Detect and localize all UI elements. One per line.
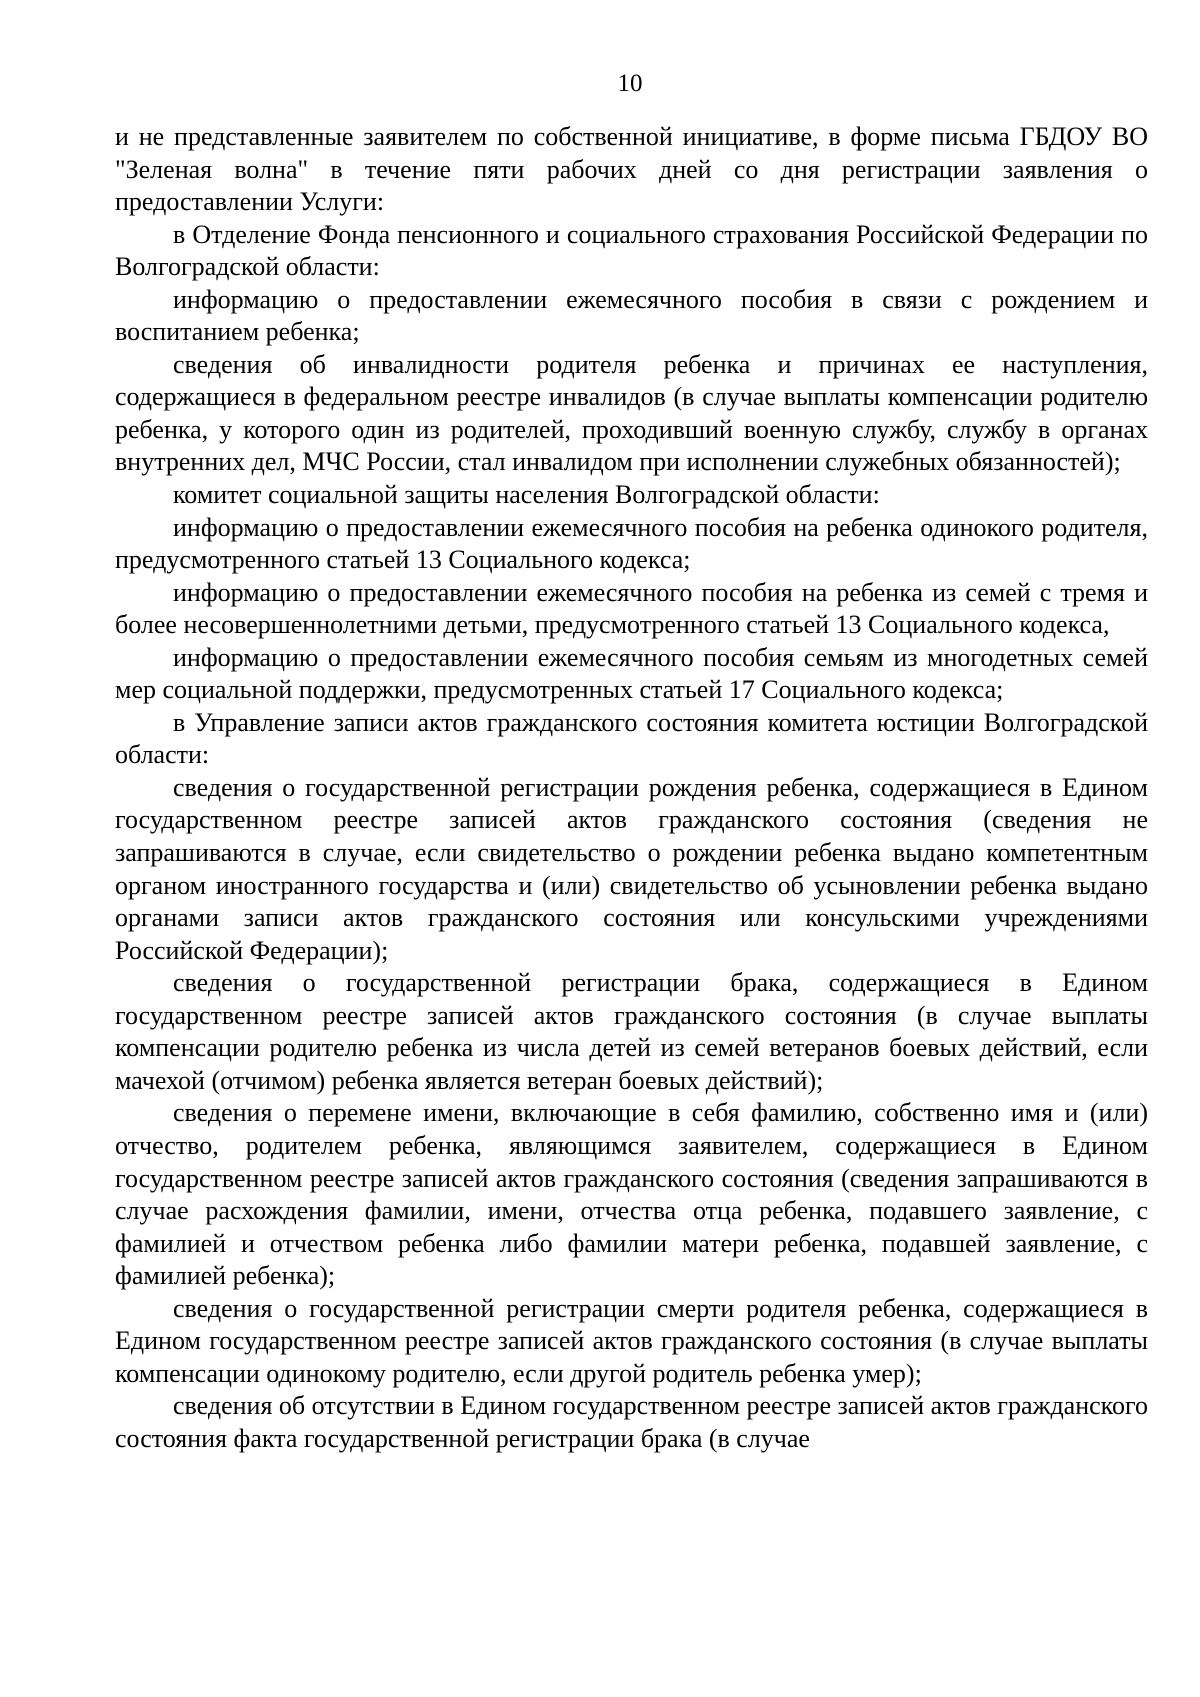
paragraph-recipient-social-committee: комитет социальной защиты населения Волгоградской области: [173, 480, 880, 510]
paragraph-disability-info: сведения об инвалидности родителя ребенка и причинах ее наступления, содержащиеся в федеральном реестре инвалидов (в случае выплаты компенсации родителю ребенка, у которого один из родителей, проходивший военную службу, службу в органах внутренних дел, МЧС России, стал инвалидом при исполнении служебных обязанностей); [115, 349, 1148, 477]
paragraph-single-parent-benefit: информацию о предоставлении ежемесячного пособия на ребенка одинокого родителя, предусмотренного статьей 13 Социального кодекса; [115, 512, 1148, 575]
paragraph-death-registration: сведения о государственной регистрации смерти родителя ребенка, содержащиеся в Едином государственном реестре записей актов гражданского состояния (в случае выплаты компенсации одинокому родителю, если другой родитель ребенка умер); [115, 1293, 1148, 1388]
paragraph-birth-registration: сведения о государственной регистрации рождения ребенка, содержащиеся в Едином государственном реестре записей актов гражданского состояния (сведения не запрашиваются в случае, если свидетельство о рождении ребенка выдано компетентным органом иностранного государства и (или) свидетельство об усыновлении ребенка выдано органами записи актов гражданского состояния или консульскими учреждениями Российской Федерации); [115, 772, 1148, 965]
paragraph-recipient-registry-office: в Управление записи актов гражданского состояния комитета юстиции Волгоградской области: [115, 707, 1148, 770]
document-body [115, 121, 1148, 1455]
paragraph-continuation: и не представленные заявителем по собственной инициативе, в форме письма ГБДОУ ВО "Зеленая волна" в течение пяти рабочих дней со дня регистрации заявления о предоставлении Услуги: [115, 122, 1148, 217]
paragraph-no-marriage-record: сведения об отсутствии в Едином государственном реестре записей актов гражданского состояния факта государственной регистрации брака (в случае [115, 1391, 1148, 1453]
paragraph-marriage-registration: сведения о государственной регистрации брака, содержащиеся в Едином государственном реестре записей актов гражданского состояния (в случае выплаты компенсации родителю ребенка из числа детей из семей ветеранов боевых действий, если мачехой (отчимом) ребенка является ветеран боевых действий); [115, 968, 1148, 1095]
paragraph-large-family-benefit: информацию о предоставлении ежемесячного пособия на ребенка из семей с тремя и более несовершеннолетними детьми, предусмотренного статьей 13 Социального кодекса, [115, 577, 1148, 640]
paragraph-name-change: сведения о перемене имени, включающие в себя фамилию, собственно имя и (или) отчество, родителем ребенка, являющимся заявителем, содержащиеся в Едином государственном реестре записей актов гражданского состояния (сведения запрашиваются в случае расхождения фамилии, имени, отчества отца ребенка, подавшего заявление, с фамилией и отчеством ребенка либо фамилии матери ребенка, подавшей заявление, с фамилией ребенка); [115, 1098, 1148, 1291]
page-number: 10 [617, 70, 643, 97]
paragraph-monthly-benefit-info: информацию о предоставлении ежемесячного пособия в связи с рождением и воспитанием ребенка; [115, 284, 1148, 347]
paragraph-large-family-support: информацию о предоставлении ежемесячного пособия семьям из многодетных семей мер социальной поддержки, предусмотренных статьей 17 Социального кодекса; [115, 642, 1148, 705]
paragraph-recipient-pension-fund: в Отделение Фонда пенсионного и социального страхования Российской Федерации по Волгоградской области: [115, 219, 1148, 282]
